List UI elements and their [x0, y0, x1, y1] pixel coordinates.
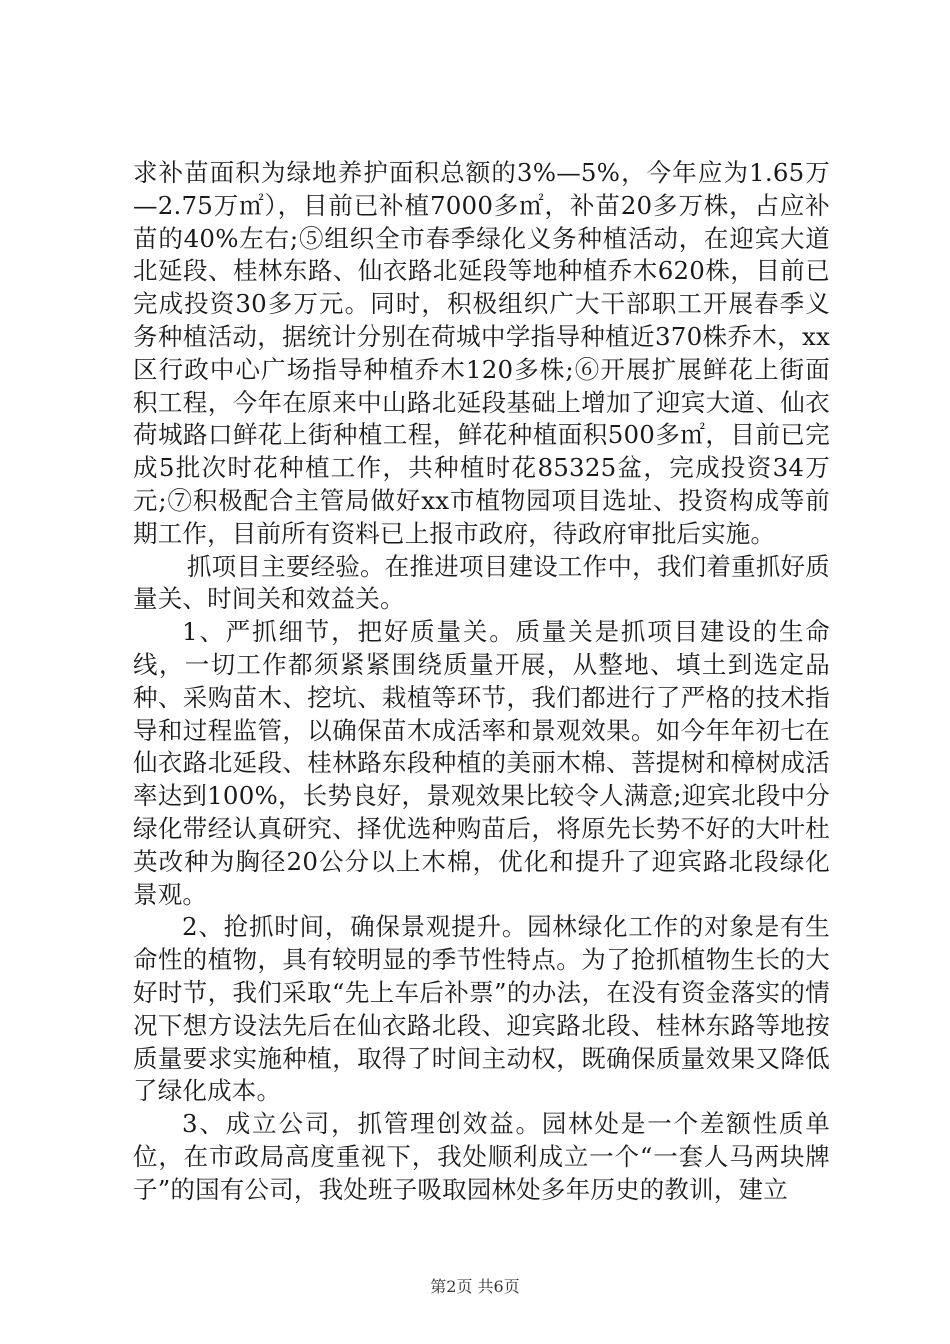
paragraph-time: 2、抢抓时间，确保景观提升。园林绿化工作的对象是有生命性的植物，具有较明显的季节性特点。为了抢抓植物生长的大好时节，我们采取“先上车后补票”的办法，在没有资金落实的情况下想方设法先后在仙衣路北段、迎宾路北段、桂林东路等地按质量要求实施种植，取得了时间主动权，既确保质量效果又降低了绿化成本。: [133, 912, 830, 1106]
paragraph-quality: 1、严抓细节，把好质量关。质量关是抓项目建设的生命线，一切工作都须紧紧围绕质量开展，从整地、填土到选定品种、采购苗木、挖坑、栽植等环节，我们都进行了严格的技术指导和过程监管，以确保苗木成活率和景观效果。如今年年初七在仙衣路北延段、桂林路东段种植的美丽木棉、菩提树和樟树成活率达到100%，长势良好，景观效果比较令人满意;迎宾北段中分绿化带经认真研究、择优选种购苗后，将原先长势不好的大叶杜英改种为胸径20公分以上木棉，优化和提升了迎宾路北段绿化景观。: [133, 617, 830, 909]
document-body: [133, 157, 830, 1207]
paragraph-continued: 求补苗面积为绿地养护面积总额的3%—5%，今年应为1.65万—2.75万㎡），目前已补植7000多㎡，补苗20多万株，占应补苗的40%左右;⑤组织全市春季绿化义务种植活动，在迎宾大道北延段、桂林东路、仙衣路北延段等地种植乔木620株，目前已完成投资30多万元。同时，积极组织广大干部职工开展春季义务种植活动，据统计分别在荷城中学指导种植近370株乔木，xx区行政中心广场指导种植乔木120多株;⑥开展扩展鲜花上街面积工程，今年在原来中山路北延段基础上增加了迎宾大道、仙衣荷城路口鲜花上街种植工程，鲜花种植面积500多㎡，目前已完成5批次时花种植工作，共种植时花85325盆，完成投资34万元;⑦积极配合主管局做好xx市植物园项目选址、投资构成等前期工作，目前所有资料已上报市政府，待政府审批后实施。: [133, 158, 830, 548]
paragraph-company: 3、成立公司，抓管理创效益。园林处是一个差额性质单位，在市政局高度重视下，我处顺利成立一个“一套人马两块牌子”的国有公司，我处班子吸取园林处多年历史的教训，建立: [133, 1109, 830, 1204]
page-number-footer: 第2页 共6页: [430, 1277, 520, 1296]
paragraph-project-experience: 抓项目主要经验。在推进项目建设工作中，我们着重抓好质量关、时间关和效益关。: [133, 551, 830, 614]
